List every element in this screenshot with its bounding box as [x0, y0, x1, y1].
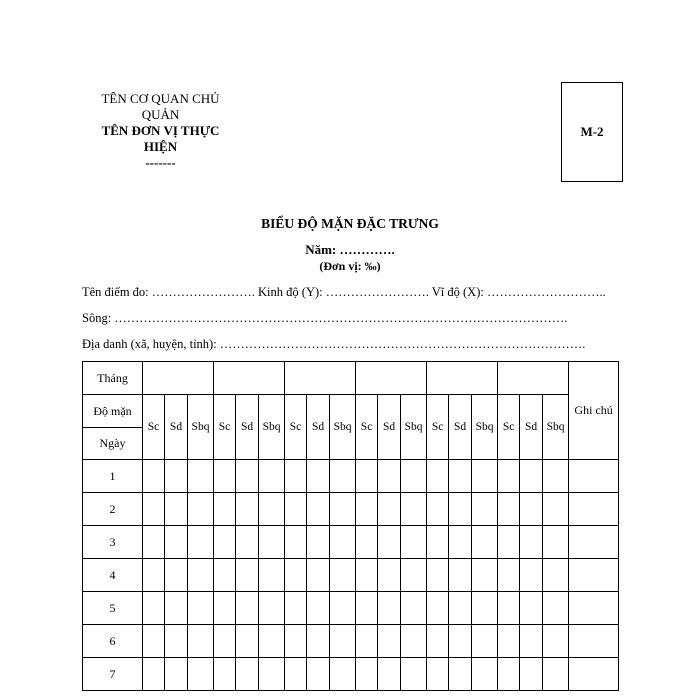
empty-cell [356, 460, 378, 493]
empty-cell [543, 493, 569, 526]
empty-cell [356, 592, 378, 625]
river-field-line: Sông: ………………………………………………………………………………………………. [82, 311, 568, 325]
empty-cell [165, 625, 188, 658]
empty-cell [520, 526, 543, 559]
empty-cell [285, 526, 307, 559]
empty-cell [330, 460, 356, 493]
empty-cell [330, 526, 356, 559]
empty-cell [378, 526, 401, 559]
year-line: Năm: …………. [305, 242, 395, 257]
table-row [83, 625, 619, 658]
empty-cell [543, 592, 569, 625]
empty-cell [569, 658, 619, 691]
table-row [83, 526, 619, 559]
sub-column-header: Sbq [401, 395, 427, 460]
empty-cell [569, 625, 619, 658]
sub-column-header: Sbq [188, 395, 214, 460]
salinity-table [82, 361, 619, 691]
empty-cell [285, 592, 307, 625]
empty-cell [378, 559, 401, 592]
empty-cell [188, 658, 214, 691]
empty-cell [330, 592, 356, 625]
empty-cell [165, 526, 188, 559]
empty-cell [472, 625, 498, 658]
empty-cell [569, 460, 619, 493]
location-field-line: Địa danh (xã, huyện, tỉnh): ……………………………………………………………………………. [82, 337, 586, 351]
empty-cell [330, 559, 356, 592]
empty-cell [259, 526, 285, 559]
empty-cell [165, 493, 188, 526]
sub-column-header: Sc [356, 395, 378, 460]
sub-column-header: Sd [520, 395, 543, 460]
empty-cell [330, 493, 356, 526]
empty-cell [356, 559, 378, 592]
empty-cell [472, 559, 498, 592]
empty-cell [236, 625, 259, 658]
empty-cell [214, 559, 236, 592]
empty-cell [498, 493, 520, 526]
empty-cell [498, 460, 520, 493]
table-row [83, 658, 619, 691]
empty-cell [449, 592, 472, 625]
form-code-box [561, 82, 623, 182]
empty-cell [285, 493, 307, 526]
empty-cell [356, 526, 378, 559]
empty-cell [449, 493, 472, 526]
empty-cell [427, 658, 449, 691]
empty-cell [188, 559, 214, 592]
empty-cell [520, 460, 543, 493]
empty-cell [472, 493, 498, 526]
empty-cell [259, 658, 285, 691]
empty-cell [543, 658, 569, 691]
empty-cell [498, 592, 520, 625]
form-code: M-2 [580, 124, 604, 139]
empty-cell [259, 559, 285, 592]
sub-column-header: Sd [378, 395, 401, 460]
table-row [83, 559, 619, 592]
empty-cell [143, 460, 165, 493]
empty-cell [378, 493, 401, 526]
empty-cell [188, 493, 214, 526]
empty-cell [165, 658, 188, 691]
empty-cell [569, 592, 619, 625]
empty-cell [520, 592, 543, 625]
empty-cell [143, 658, 165, 691]
day-number: 2 [83, 493, 143, 526]
empty-cell [307, 493, 330, 526]
empty-cell [188, 526, 214, 559]
empty-cell [188, 592, 214, 625]
day-number: 4 [83, 559, 143, 592]
empty-cell [378, 460, 401, 493]
note-header: Ghi chú [569, 362, 619, 460]
sub-column-header: Sc [285, 395, 307, 460]
empty-cell [401, 493, 427, 526]
empty-cell [401, 658, 427, 691]
empty-cell [143, 592, 165, 625]
empty-cell [543, 625, 569, 658]
empty-cell [143, 625, 165, 658]
table-row [83, 460, 619, 493]
empty-cell [543, 526, 569, 559]
empty-cell [188, 625, 214, 658]
empty-cell [472, 658, 498, 691]
empty-cell [307, 526, 330, 559]
empty-cell [285, 625, 307, 658]
empty-cell [449, 460, 472, 493]
empty-cell [378, 625, 401, 658]
empty-cell [285, 658, 307, 691]
parent-agency-name: TÊN CƠ QUAN CHỦ QUẢN [101, 91, 220, 122]
empty-cell [378, 658, 401, 691]
sub-column-header: Sc [143, 395, 165, 460]
sub-column-header: Sbq [543, 395, 569, 460]
empty-cell [259, 460, 285, 493]
empty-cell [543, 559, 569, 592]
empty-cell [236, 559, 259, 592]
empty-cell [214, 592, 236, 625]
empty-cell [427, 526, 449, 559]
executing-unit-name: TÊN ĐƠN VỊ THỰC HIỆN [101, 123, 220, 154]
empty-cell [356, 493, 378, 526]
sub-column-header: Sc [498, 395, 520, 460]
empty-cell [449, 526, 472, 559]
sub-column-header: Sd [307, 395, 330, 460]
day-header: Ngày [83, 428, 143, 460]
empty-cell [401, 592, 427, 625]
empty-cell [569, 559, 619, 592]
empty-cell [427, 592, 449, 625]
empty-cell [427, 493, 449, 526]
empty-cell [330, 625, 356, 658]
empty-cell [259, 493, 285, 526]
month-header: Tháng [83, 362, 143, 395]
table-row [83, 592, 619, 625]
month-group-cell [427, 362, 498, 395]
empty-cell [427, 460, 449, 493]
empty-cell [214, 526, 236, 559]
month-group-cell [356, 362, 427, 395]
empty-cell [307, 592, 330, 625]
sub-column-header: Sbq [259, 395, 285, 460]
empty-cell [472, 460, 498, 493]
empty-cell [307, 460, 330, 493]
sub-column-header: Sd [236, 395, 259, 460]
empty-cell [449, 658, 472, 691]
sub-column-header: Sc [427, 395, 449, 460]
empty-cell [259, 625, 285, 658]
empty-cell [259, 592, 285, 625]
header-row-salinity [83, 395, 619, 428]
empty-cell [520, 559, 543, 592]
empty-cell [214, 460, 236, 493]
empty-cell [401, 460, 427, 493]
empty-cell [401, 526, 427, 559]
empty-cell [569, 493, 619, 526]
empty-cell [449, 625, 472, 658]
empty-cell [188, 460, 214, 493]
empty-cell [472, 592, 498, 625]
station-field-line: Tên điểm đo: ……………………. Kinh độ (Y): ……………………. Vĩ độ (X): ……………………….. [82, 285, 606, 299]
empty-cell [236, 460, 259, 493]
empty-cell [472, 526, 498, 559]
empty-cell [378, 592, 401, 625]
empty-cell [356, 658, 378, 691]
document-title: BIỂU ĐỘ MẶN ĐẶC TRƯNG [261, 216, 439, 231]
empty-cell [401, 559, 427, 592]
sub-column-header: Sbq [330, 395, 356, 460]
empty-cell [307, 559, 330, 592]
empty-cell [498, 658, 520, 691]
empty-cell [214, 493, 236, 526]
agency-block [88, 91, 233, 171]
empty-cell [401, 625, 427, 658]
day-number: 1 [83, 460, 143, 493]
sub-column-header: Sc [214, 395, 236, 460]
empty-cell [520, 658, 543, 691]
unit-line: (Đơn vị: ‰) [319, 259, 381, 273]
empty-cell [285, 559, 307, 592]
empty-cell [236, 658, 259, 691]
empty-cell [307, 658, 330, 691]
empty-cell [236, 493, 259, 526]
agency-separator: ------- [145, 155, 176, 170]
day-number: 6 [83, 625, 143, 658]
month-group-cell [498, 362, 569, 395]
table-row [83, 493, 619, 526]
empty-cell [569, 526, 619, 559]
empty-cell [520, 493, 543, 526]
header-row-month [83, 362, 619, 395]
sub-column-header: Sd [165, 395, 188, 460]
day-number: 5 [83, 592, 143, 625]
day-number: 7 [83, 658, 143, 691]
empty-cell [236, 526, 259, 559]
empty-cell [498, 526, 520, 559]
empty-cell [165, 559, 188, 592]
month-group-cell [214, 362, 285, 395]
empty-cell [165, 460, 188, 493]
empty-cell [356, 625, 378, 658]
month-group-cell [143, 362, 214, 395]
sub-column-header: Sd [449, 395, 472, 460]
empty-cell [143, 559, 165, 592]
empty-cell [520, 625, 543, 658]
empty-cell [427, 559, 449, 592]
empty-cell [307, 625, 330, 658]
empty-cell [236, 592, 259, 625]
salinity-header: Độ mặn [83, 395, 143, 428]
empty-cell [498, 559, 520, 592]
month-group-cell [285, 362, 356, 395]
empty-cell [143, 526, 165, 559]
day-number: 3 [83, 526, 143, 559]
sub-column-header: Sbq [472, 395, 498, 460]
empty-cell [449, 559, 472, 592]
empty-cell [214, 658, 236, 691]
empty-cell [427, 625, 449, 658]
empty-cell [498, 625, 520, 658]
empty-cell [285, 460, 307, 493]
empty-cell [165, 592, 188, 625]
empty-cell [543, 460, 569, 493]
empty-cell [330, 658, 356, 691]
empty-cell [143, 493, 165, 526]
empty-cell [214, 625, 236, 658]
